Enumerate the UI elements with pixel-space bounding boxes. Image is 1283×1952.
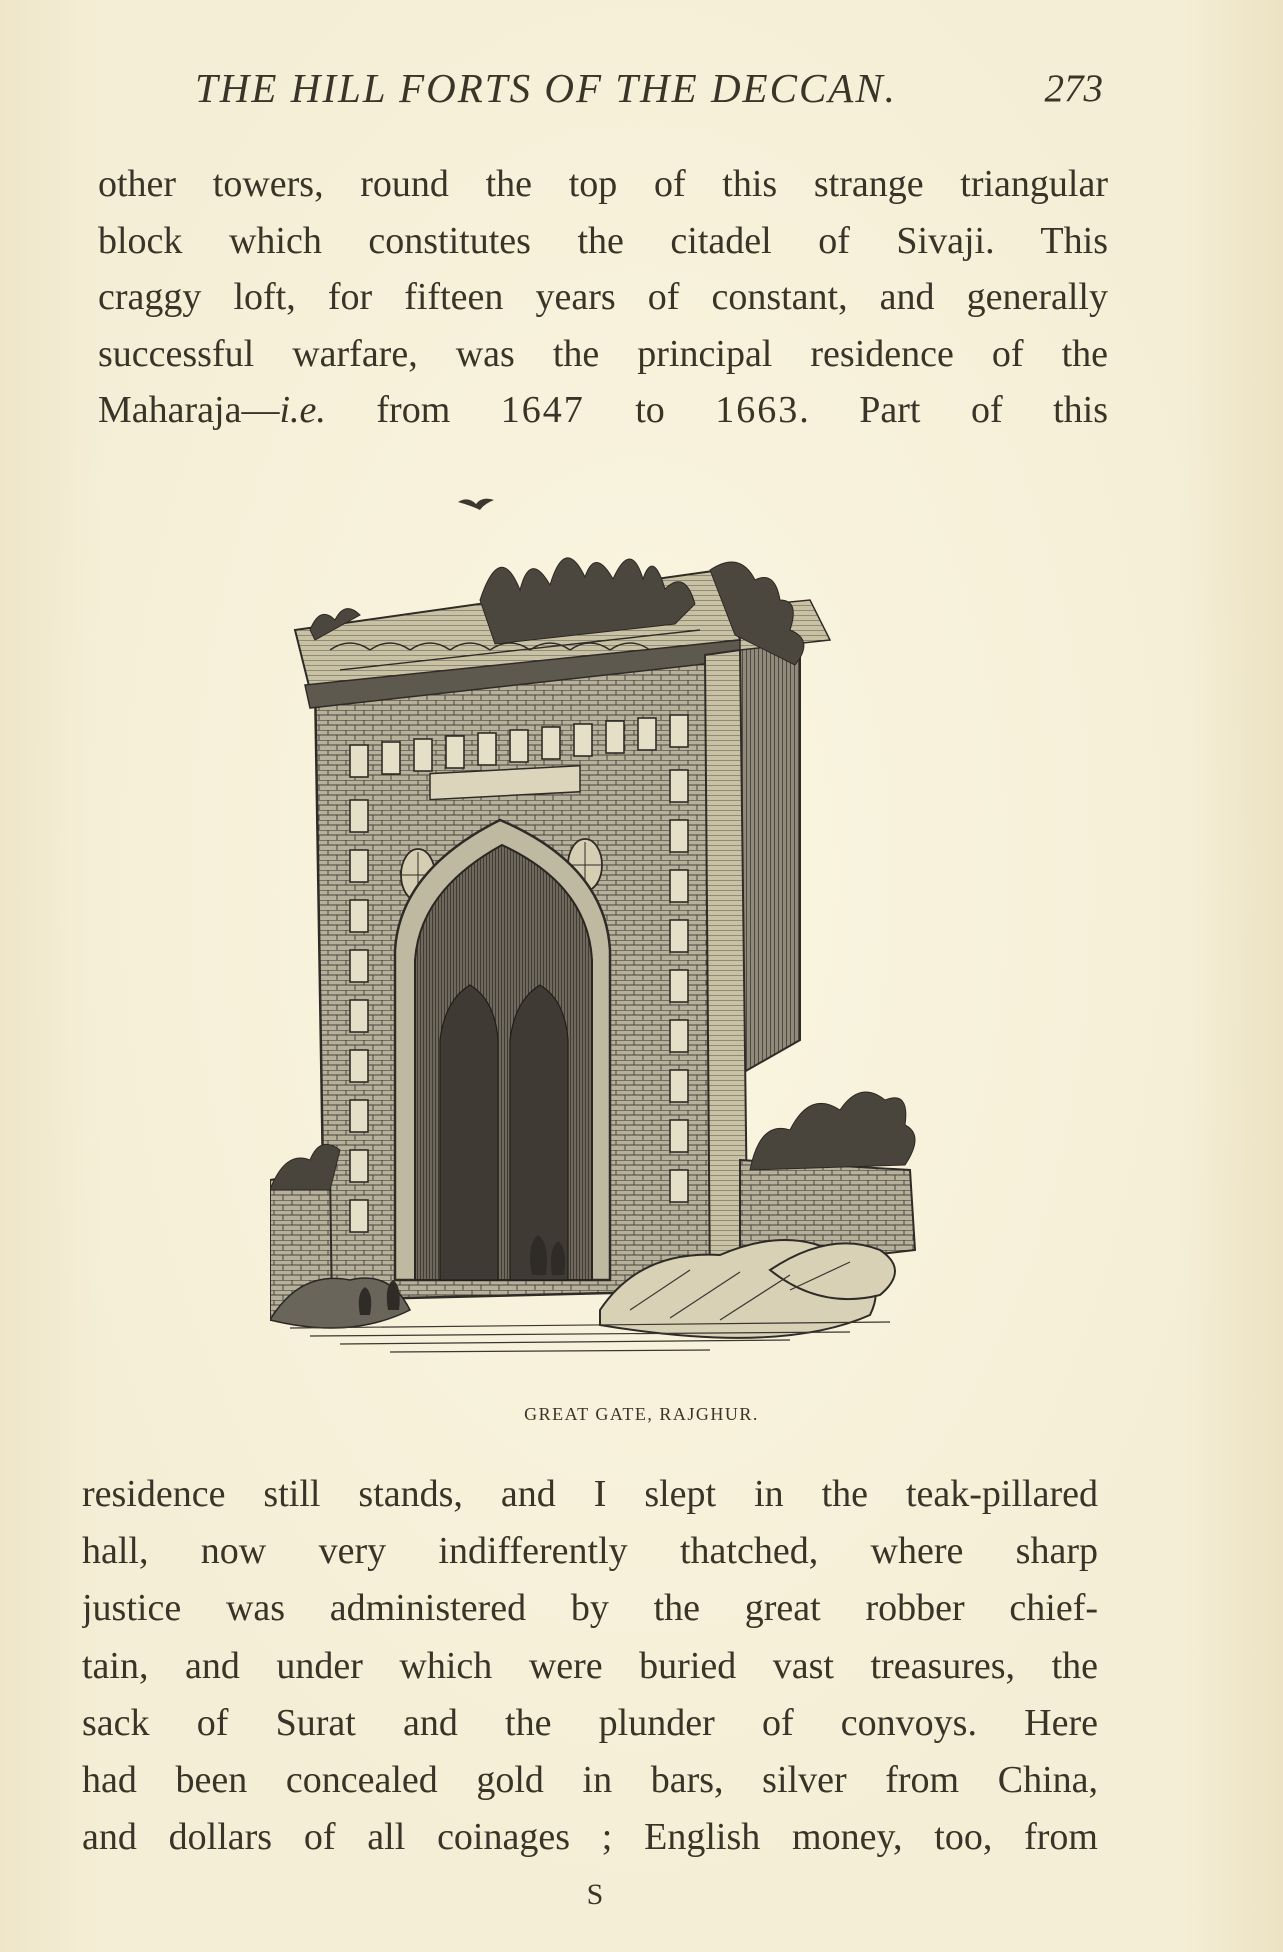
year-start: 1647 <box>500 389 585 432</box>
text-run: to <box>584 389 716 432</box>
text-run: Maharaja— <box>98 389 280 432</box>
text-line: residence still stands, and I slept in the teak-pillared <box>82 1473 1098 1515</box>
engraving-great-gate <box>270 480 920 1410</box>
body-text-top <box>98 156 1108 439</box>
text-line: block which constitutes the citadel of Sivaji. This <box>98 219 1108 262</box>
text-run: . Part of this <box>799 389 1108 432</box>
text-line: had been concealed gold in bars, silver from China, <box>82 1758 1098 1801</box>
text-line: and dollars of all coinages ; English money, too, from <box>82 1816 1098 1859</box>
page-number: 273 <box>1044 67 1103 110</box>
text-line: tain, and under which were buried vast treasures, the <box>82 1644 1098 1687</box>
bird-icon <box>458 499 494 510</box>
text-line: successful warfare, was the principal residence of the <box>98 332 1108 375</box>
text-line: justice was administered by the great robber chief- <box>82 1587 1098 1630</box>
text-line: other towers, round the top of this strange triangular <box>98 163 1108 205</box>
italic-abbreviation: i.e. <box>279 389 326 432</box>
year-end: 1663 <box>715 389 800 432</box>
figure-caption: GREAT GATE, RAJGHUR. <box>524 1404 759 1424</box>
text-line <box>98 382 1108 439</box>
text-run: from <box>325 389 501 432</box>
text-line: hall, now very indifferently thatched, where sharp <box>82 1530 1098 1573</box>
signature-mark: S <box>586 1878 604 1911</box>
body-text-bottom <box>82 1466 1098 1866</box>
running-head <box>195 64 1115 120</box>
text-line: sack of Surat and the plunder of convoys. Here <box>82 1701 1098 1744</box>
text-line: craggy loft, for fifteen years of constant, and generally <box>98 276 1108 319</box>
running-head-title: THE HILL FORTS OF THE DECCAN. <box>195 65 897 111</box>
